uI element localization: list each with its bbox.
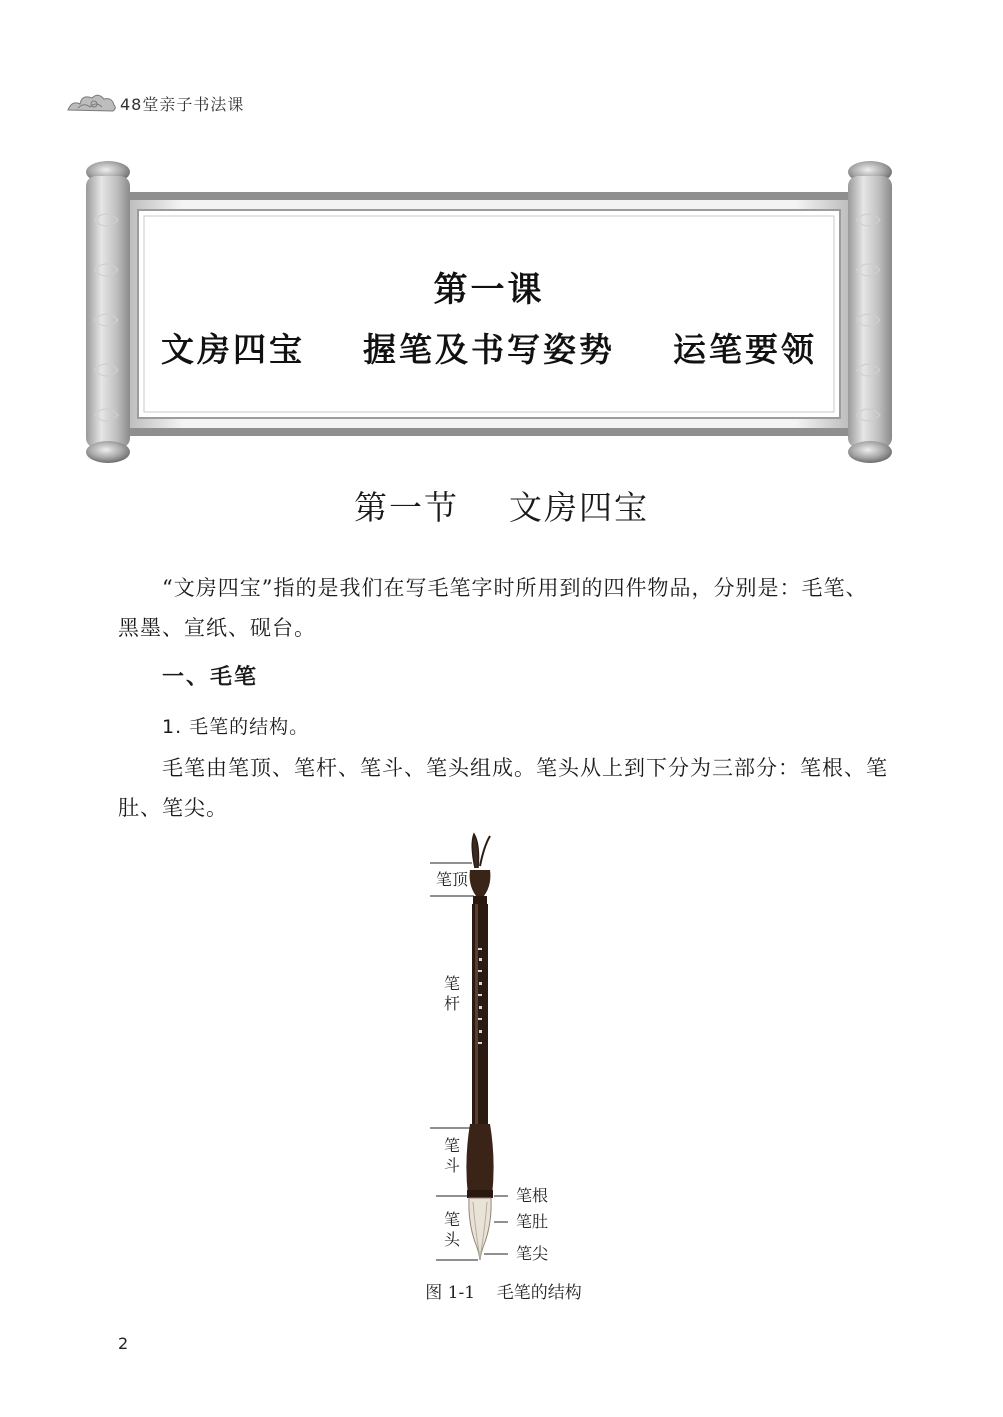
- structure-paragraph: 毛笔由笔顶、笔杆、笔斗、笔头组成。笔头从上到下分为三部分：笔根、笔肚、笔尖。: [118, 756, 888, 820]
- label-brush-tip: 笔尖: [516, 1244, 549, 1263]
- heading-brush: 一、毛笔: [162, 665, 259, 690]
- label-brush-top: 笔顶: [436, 870, 469, 889]
- label-brush-ferrule: 笔斗: [443, 1136, 460, 1175]
- intro-paragraph: “文房四宝”指的是我们在写毛笔字时所用到的四件物品，分别是：毛笔、黑墨、宣纸、砚台。: [118, 576, 868, 640]
- label-brush-shaft: 笔杆: [443, 974, 460, 1013]
- brush-illustration: [420, 830, 590, 1270]
- label-brush-root: 笔根: [516, 1186, 549, 1205]
- label-brush-head: 笔头: [443, 1210, 460, 1249]
- lesson-title: 第一课: [433, 270, 545, 310]
- book-title: 48堂亲子书法课: [120, 94, 245, 114]
- lesson-subtitle: 文房四宝 握笔及书写姿势 运笔要领: [161, 330, 817, 369]
- section-title: 第一节 文房四宝: [354, 488, 649, 527]
- brush-structure-figure: [420, 830, 590, 1270]
- cloud-ornament-icon: [66, 90, 118, 116]
- label-brush-belly: 笔肚: [516, 1212, 549, 1231]
- heading-brush-structure: 1. 毛笔的结构。: [162, 716, 310, 738]
- scroll-graphic: [80, 160, 898, 466]
- page-number: 2: [118, 1334, 129, 1353]
- figure-caption: 图 1-1 毛笔的结构: [425, 1283, 582, 1303]
- lesson-scroll-banner: [80, 160, 898, 466]
- running-header: [66, 88, 244, 118]
